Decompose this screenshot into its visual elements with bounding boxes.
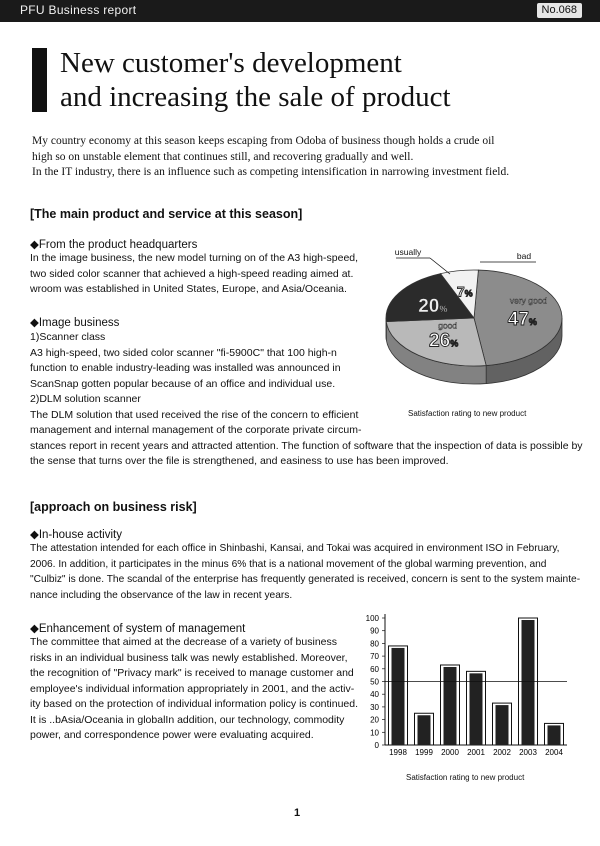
y-tick-label: 20 bbox=[370, 715, 379, 725]
intro-line: high so on unstable element that continues still, and recovering gradually and well. bbox=[32, 150, 414, 163]
y-tick-label: 80 bbox=[370, 639, 379, 649]
text-line: nance including the observance of the law in recent years. bbox=[30, 589, 293, 601]
subheading-management: ◆Enhancement of system of management bbox=[30, 623, 246, 635]
pie-category-label: usually bbox=[394, 247, 422, 257]
y-tick-label: 50 bbox=[370, 677, 379, 687]
title-accent-bar bbox=[32, 48, 47, 112]
bar-fill bbox=[444, 667, 457, 745]
text-line: the recognition of "Privacy mark" is received to manage customer and bbox=[30, 667, 354, 679]
x-tick-label: 2004 bbox=[545, 748, 563, 757]
intro-line: In the IT industry, there is an influence such as competing intensification in narrowing investment field. bbox=[32, 166, 510, 178]
x-tick-label: 2001 bbox=[467, 748, 485, 757]
x-tick-label: 1999 bbox=[415, 748, 433, 757]
text-line: It is ..bAsia/Oceania in globalIn addition, our technology, commodity bbox=[30, 713, 345, 726]
headquarters-text bbox=[30, 251, 370, 298]
text-line: "Culbiz" is done. The scandal of the enterprise has frequently generated is received, concern is sent to the system mainte- bbox=[30, 574, 581, 585]
issue-number: No.068 bbox=[537, 3, 582, 18]
text-line: The DLM solution that used received the rise of the concern to efficient bbox=[30, 408, 359, 421]
y-tick-label: 0 bbox=[374, 741, 379, 750]
bar-fill bbox=[418, 715, 431, 745]
pie-value-label: 26% bbox=[429, 330, 459, 352]
text-line: stances report in recent years and attracted attention. The function of software that the inspection of data is possible by bbox=[30, 439, 583, 452]
text-line: employee's individual information appropriately in 2001, and the activ- bbox=[30, 682, 355, 695]
intro-line: My country economy at this season keeps escaping from Odoba of business though holds a crude oil bbox=[32, 135, 495, 147]
text-line: 1)Scanner class bbox=[30, 331, 106, 343]
text-line: 2)DLM solution scanner bbox=[30, 393, 141, 405]
pie-category-label: good bbox=[438, 320, 458, 331]
bar-fill bbox=[522, 620, 535, 745]
x-tick-label: 2003 bbox=[519, 748, 537, 757]
bar-fill bbox=[496, 705, 509, 745]
y-tick-label: 60 bbox=[370, 664, 379, 674]
pie-value-label: 20% bbox=[418, 296, 448, 318]
bar-fill bbox=[392, 648, 405, 745]
bar-fill bbox=[548, 725, 561, 745]
x-tick-label: 1998 bbox=[389, 748, 407, 757]
inhouse-text bbox=[30, 541, 595, 603]
subheading-image-business: ◆Image business bbox=[30, 317, 120, 329]
text-line: risks in an individual business talk was newly established. Moreover, bbox=[30, 651, 348, 664]
title-line-1: New customer's development bbox=[60, 47, 402, 79]
subheading-headquarters: ◆From the product headquarters bbox=[30, 239, 198, 251]
text-line: wroom was established in United States, Europe, and Asia/Oceania. bbox=[30, 283, 347, 295]
x-tick-label: 2000 bbox=[441, 748, 459, 757]
text-line: 2006. In addition, it participates in the minus 6% that is a national movement of the global warming prevention, and bbox=[30, 558, 547, 570]
text-line: power, and correspondence power were evaluating acquired. bbox=[30, 729, 314, 741]
management-text bbox=[30, 635, 365, 744]
y-tick-label: 30 bbox=[370, 702, 379, 712]
text-line: A3 high-speed, two sided color scanner "fi-5900C" that 100 high-n bbox=[30, 346, 337, 359]
page-number: 1 bbox=[294, 807, 301, 819]
text-line: In the image business, the new model turning on of the A3 high-speed, bbox=[30, 252, 359, 264]
report-name: PFU Business report bbox=[20, 3, 137, 17]
pie-chart bbox=[374, 240, 574, 410]
y-tick-label: 100 bbox=[365, 614, 379, 623]
section-heading-business-risk: [approach on business risk] bbox=[30, 500, 197, 514]
y-tick-label: 90 bbox=[370, 626, 379, 636]
page-title bbox=[60, 46, 451, 114]
y-tick-label: 70 bbox=[370, 652, 379, 662]
pie-value-label: 7% bbox=[456, 283, 473, 300]
text-line: two sided color scanner that achieved a high-speed reading aimed at. bbox=[30, 267, 354, 280]
text-line: management and internal management of the corporate private circum- bbox=[30, 424, 362, 436]
intro-paragraph bbox=[32, 134, 577, 181]
pie-category-label: very good bbox=[509, 295, 548, 306]
pie-chart-caption: Satisfaction rating to new product bbox=[408, 409, 527, 418]
text-line: ity based on the protection of individual information policy is continued. bbox=[30, 698, 359, 710]
text-line: The committee that aimed at the decrease of a variety of business bbox=[30, 636, 337, 648]
y-tick-label: 40 bbox=[370, 690, 379, 700]
title-line-2: and increasing the sale of product bbox=[60, 81, 451, 113]
bar-chart bbox=[355, 608, 575, 763]
text-line: the sense that turns over the file is strengthened, and easiness to use has been improved. bbox=[30, 455, 449, 467]
header-bar bbox=[0, 0, 600, 22]
section-heading-products: [The main product and service at this season] bbox=[30, 207, 303, 221]
text-line: The attestation intended for each office in Shinbashi, Kansai, and Tokai was acquired in environment ISO in February, bbox=[30, 543, 560, 554]
leader-line bbox=[430, 258, 450, 274]
y-tick-label: 10 bbox=[370, 728, 379, 738]
pie-value-label: 47% bbox=[507, 308, 537, 330]
bar-fill bbox=[470, 673, 483, 745]
bar-chart-caption: Satisfaction rating to new product bbox=[406, 773, 525, 782]
pie-category-label: bad bbox=[516, 251, 532, 261]
subheading-inhouse: ◆In-house activity bbox=[30, 529, 122, 541]
x-tick-label: 2002 bbox=[493, 748, 511, 757]
text-line: ScanSnap gotten popular because of an office and individual use. bbox=[30, 377, 336, 390]
text-line: function to enable industry-leading was installed was announced in bbox=[30, 362, 341, 374]
